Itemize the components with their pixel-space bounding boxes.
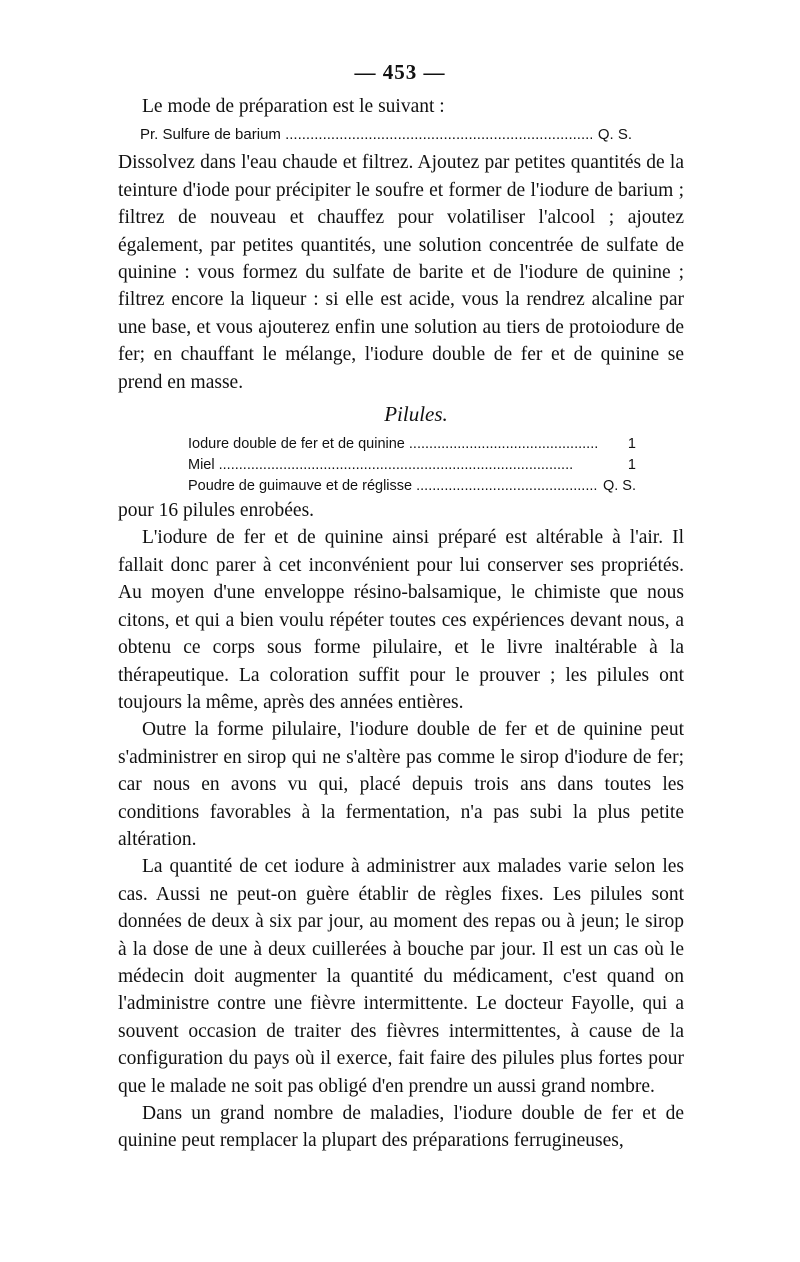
ingredient-name: Poudre de guimauve et de réglisse ..... — [188, 476, 597, 497]
ingredient-qty: 1 — [627, 457, 636, 474]
ingredient-qty: 1 — [627, 436, 636, 453]
ingredient-qty: Q. S. — [602, 478, 636, 495]
paragraph-preparation: Dissolvez dans l'eau chaude et filtrez. Ajoutez par petites quantités de la teinture d'iode pour précipiter le soufre et former de l'iodure de barium ; filtrez de nouveau et chauffez pour volatiliser l'alcool ; ajoutez également, par petites quantités, une solution concentrée de sulfate de quinine : vous formez du sulfate de barite et de l'iodure de quinine ; filtrez encore la liqueur : si elle est acide, vous la rendrez alcaline par une base, et vous ajouterez enfin une solution au tiers de protoiodure de fer; en chauffant le mélange, l'iodure double de fer et de quinine se prend en masse. — [118, 152, 684, 393]
formula-qty: Q. S. — [597, 126, 632, 144]
paragraph-sirop: Outre la forme pilulaire, l'iodure double de fer et de quinine peut s'administrer en sirop qui ne s'altère pas comme le sirop d'iodure de fer; car nous en avons vu qui, placé depuis trois ans dans toutes les conditions favorables à la fermentation, n'a pas subi la plus petite altération. — [118, 719, 684, 850]
formula-line — [140, 124, 632, 145]
paragraph-maladies: Dans un grand nombre de maladies, l'iodure double de fer et de quinine peut remplacer la plupart des préparations ferrugineuses, — [118, 1103, 684, 1152]
ingredient-row — [188, 455, 636, 476]
ingredient-row — [188, 476, 636, 497]
page-body — [118, 93, 684, 1155]
intro-line: Le mode de préparation est le suivant : — [142, 96, 445, 117]
ingredient-name: Iodure double de fer et de quinine ..... — [188, 434, 598, 455]
section-title-pilules: Pilules. — [384, 402, 448, 427]
paragraph-dosage: La quantité de cet iodure à administrer aux malades varie selon les cas. Aussi ne peut-on guère établir de règles fixes. Les pilules sont données de deux à six par jour, au moment des repas ou à jeun; le sirop à la dose de une à deux cuillerées à bouche par jour. Il est un cas où le médecin doit augmenter la quantité du médicament, c'est quand on l'administre contre une fièvre intermittente. Le docteur Fayolle, qui a souvent occasion de traiter des fièvres intermittentes, à cause de la configuration du pays où il exerce, fait faire des pilules plus fortes pour que le malade ne soit pas obligé d'en prendre un aussi grand nombre. — [118, 856, 684, 1097]
ingredient-list — [188, 434, 636, 497]
page-number: — 453 — — [354, 60, 446, 84]
paragraph-alterability: L'iodure de fer et de quinine ainsi préparé est altérable à l'air. Il fallait donc parer à cet inconvénient pour lui conserver ses propriétés. Au moyen d'une enveloppe résino-balsamique, le chimiste que nous citons, et qui a bien voulu répéter toutes ces expériences devant nous, a obtenu ce corps sous forme pilulaire, et le livre inaltérable à la thérapeutique. La coloration suffit pour le prouver ; les pilules ont toujours la même, après des années entières. — [118, 527, 684, 713]
ingredient-name: Miel ..... — [188, 455, 598, 476]
formula-label: Pr. Sulfure de barium ..... — [140, 124, 592, 145]
ingredient-row — [188, 434, 636, 455]
pilules-yield: pour 16 pilules enrobées. — [118, 500, 315, 522]
